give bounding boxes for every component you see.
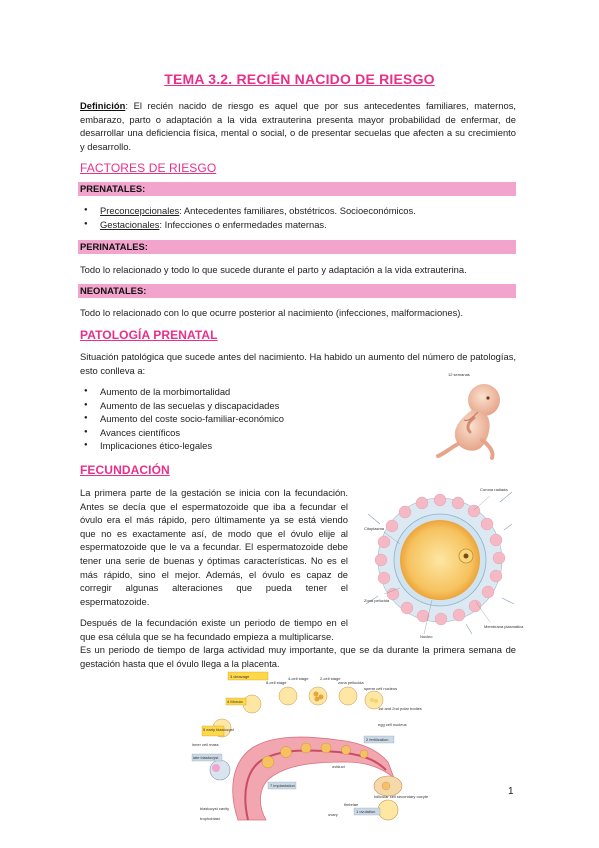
diagram-label-zona: zona pellucida — [338, 680, 364, 685]
list-item: ● Gestacionales: Infecciones o enfermedades maternas. — [80, 218, 416, 232]
diagram-label-8cell: 8-cell stage — [266, 680, 287, 685]
fertilization-diagram — [188, 670, 429, 826]
diagram-label-inner-cell-mass: inner cell mass — [192, 742, 219, 747]
list-item: ● Aumento del coste socio-familiar-económico — [80, 412, 284, 426]
diagram-label-fertilization: 2 fertilization — [366, 737, 389, 742]
ovum-label-citoplasma: Citoplasma — [364, 526, 385, 531]
ovum-image — [362, 484, 524, 640]
band-prenatales: PRENATALES: — [78, 182, 516, 196]
diagram-label-cleavage: 3 cleavage — [230, 674, 250, 679]
list-item: ● Avances científicos — [80, 426, 284, 440]
list-item: ● Aumento de la morbimortalidad — [80, 385, 284, 399]
diagram-label-sperm: sperm cell nucleus — [364, 686, 398, 691]
diagram-label-cavity: blastocyst cavity — [200, 806, 230, 811]
ovum-label-membrana: Membrana plasmática — [484, 624, 524, 629]
fecundacion-paragraph-1: La primera parte de la gestación se inicia con la fecundación. Antes se decía que el espermatozoide que iba a fecundar el óvulo era el más rápido, pero últimamente ya se está viendo que no es exactamente así, de modo que el óvulo elije al espermatozoide que le va a fecundar. El espermatozoide debe tener una serie de buenas y óptimas características. No es el más rápido, sino el mejor. Además, el óvulo es capaz de corregir algunas alteraciones que pueda tener el espermatozoide. — [80, 487, 348, 607]
ovum-label-nucleo: Núcleo — [420, 634, 433, 639]
perinatales-text: Todo lo relacionado y todo lo que sucede durante el parto y adaptación a la vida extrauterina. — [80, 264, 467, 275]
diagram-label-ovulation: 1 ovulation — [356, 809, 376, 814]
section-heading-factores: FACTORES DE RIESGO — [80, 161, 217, 175]
definition-label: Definición — [80, 100, 126, 111]
band-neonatales: NEONATALES: — [78, 284, 516, 298]
fecundacion-paragraph-2: Después de la fecundación existe un periodo de tiempo en el que esa célula que se ha fecundado empieza a multiplicarse. — [80, 617, 348, 642]
diagram-label-4cell: 4-cell stage — [288, 676, 309, 681]
list-item: ● Aumento de las secuelas y discapacidades — [80, 399, 284, 413]
diagram-label-oviduct: oviduct — [332, 764, 345, 769]
diagram-label-ovary: ovary — [328, 812, 338, 817]
diagram-label-morula: 4 Morula — [227, 699, 243, 704]
section-heading-fecundacion: FECUNDACIÓN — [80, 463, 170, 477]
list-item: ● Preconcepcionales: Antecedentes familiares, obstétricos. Socioeconómicos. — [80, 204, 416, 218]
diagram-label-trophoblast: trophoblast — [200, 816, 220, 821]
diagram-label-egg: egg cell nucleus — [378, 722, 407, 727]
patologia-list — [80, 385, 284, 453]
diagram-label-fimbriae: fimbriae — [344, 802, 359, 807]
page-number: 1 — [508, 786, 514, 797]
diagram-label-late-blastocyst: late blastocyst — [193, 755, 219, 760]
diagram-label-follicular: follicular cell secondary oocyte — [374, 794, 429, 799]
prenatales-list — [80, 204, 416, 231]
ovum-label-corona: Corona radiada — [480, 487, 508, 492]
diagram-label-implantation: 7 implantation — [270, 783, 295, 788]
patologia-intro: Situación patológica que sucede antes del nacimiento. Ha habido un aumento del número de patologías, esto conlleva a: — [80, 351, 516, 376]
fetus-caption: 12 semanas — [448, 372, 470, 377]
diagram-label-polar: 1st and 2nd polar bodies — [378, 706, 422, 711]
definition-paragraph — [80, 99, 516, 153]
neonatales-text: Todo lo relacionado con lo que ocurre posterior al nacimiento (infecciones, malformaciones). — [80, 307, 464, 318]
diagram-label-2cell: 2-cell stage — [320, 676, 341, 681]
diagram-label-early-blastocyst: 5 early blastocyst — [203, 727, 234, 732]
definition-text: : El recién nacido de riesgo es aquel que por sus antecedentes familiares, maternos, embarazo, parto o adaptación a la vida extrauterina presenta mayor probabilidad de enfermar, de desarrollar una deficiencia física, mental o social, o de presentar secuelas que afecten a su crecimiento y desarrollo. — [80, 100, 516, 152]
page-title: TEMA 3.2. RECIÉN NACIDO DE RIESGO — [164, 71, 435, 87]
section-heading-patologia: PATOLOGÍA PRENATAL — [80, 328, 218, 342]
fetus-image — [428, 370, 520, 460]
ovum-label-zona: Zona pelúcida — [364, 598, 390, 603]
band-perinatales: PERINATALES: — [78, 240, 516, 254]
list-item: ● Implicaciones ético-legales — [80, 439, 284, 453]
fecundacion-paragraph-3: Es un periodo de tiempo de larga actividad muy importante, que se da durante la primera semana de gestación hasta que el óvulo llega a la placenta. — [80, 644, 516, 669]
